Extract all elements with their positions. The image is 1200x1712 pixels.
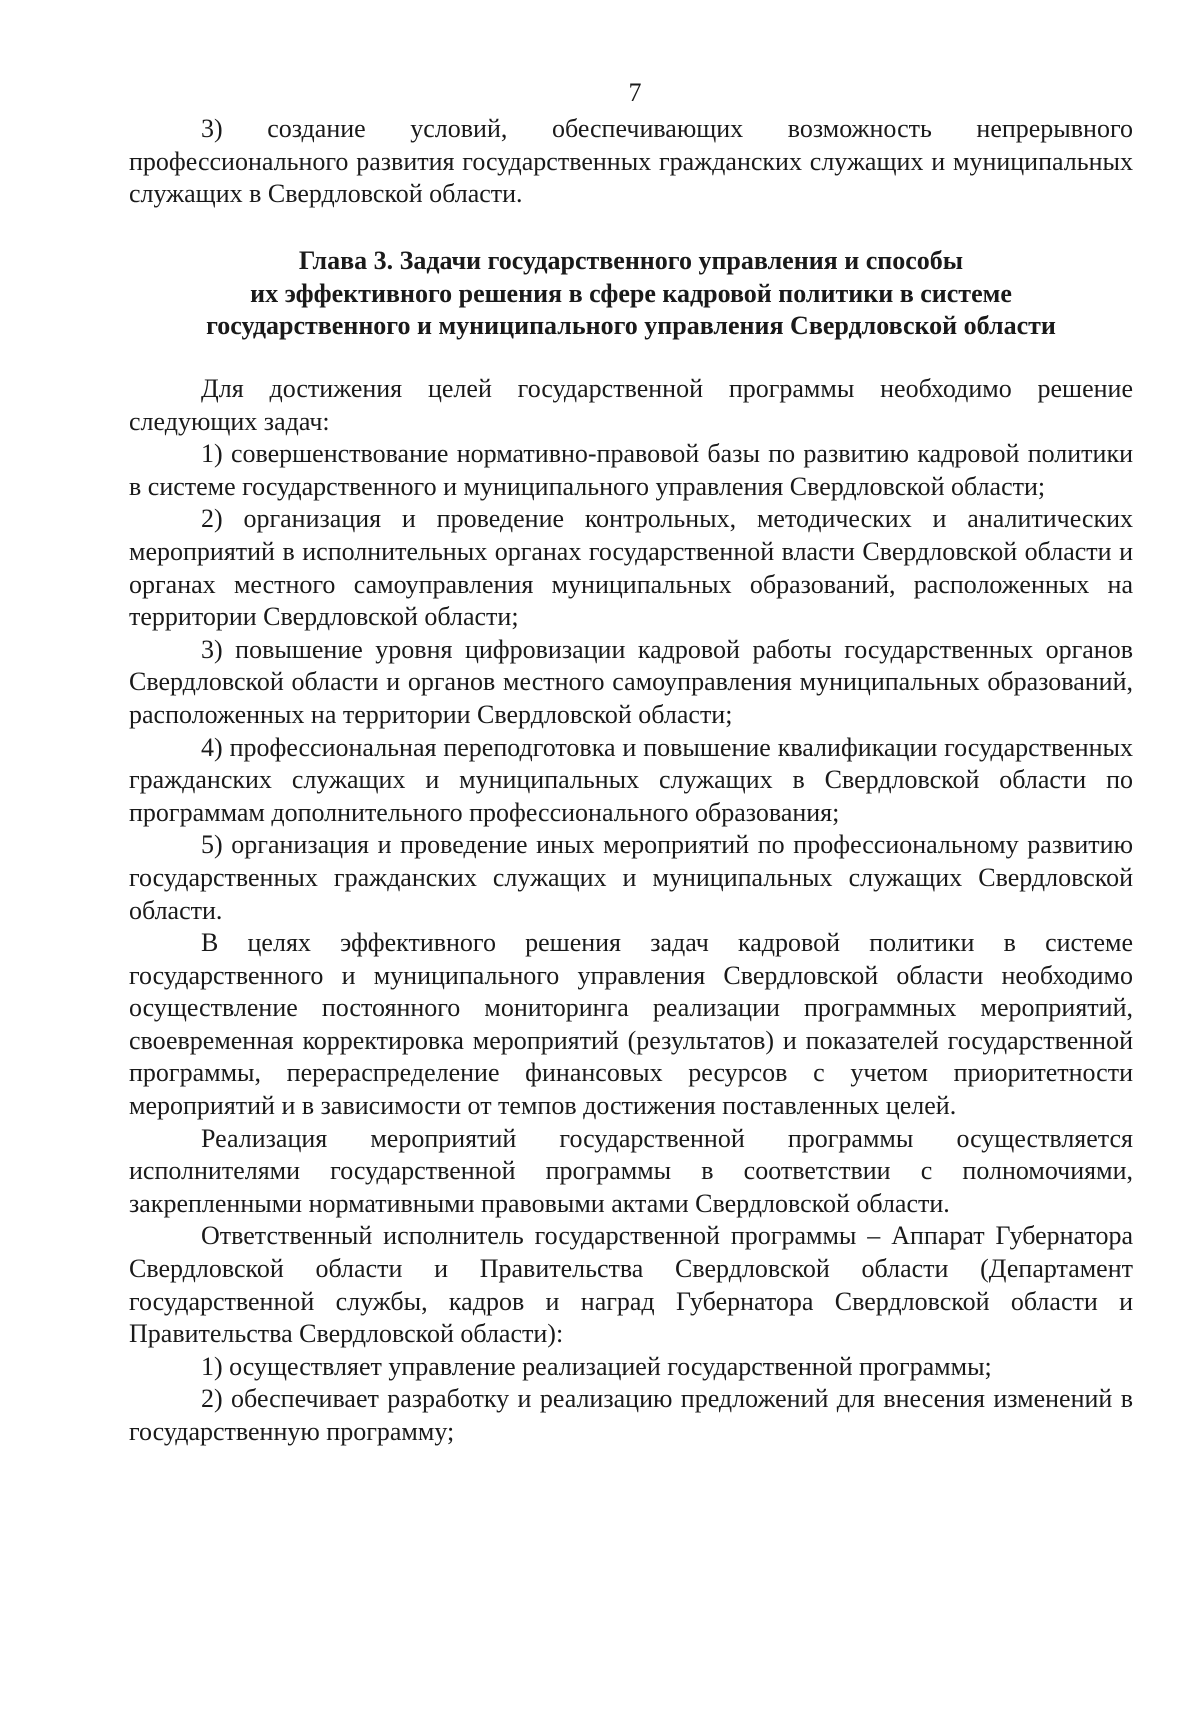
intro-block: [129, 113, 1133, 211]
chapter-heading-line: Глава 3. Задачи государственного управления и способы: [298, 246, 964, 275]
paragraph: Реализация мероприятий государственной программы осуществляется исполнителями государственной программы в соответствии с полномочиями, закрепленными нормативными правовыми актами Свердловской области.: [129, 1123, 1133, 1218]
paragraph: Ответственный исполнитель государственной программы – Аппарат Губернатора Свердловской области и Правительства Свердловской области (Департамент государственной службы, кадров и наград Губернатора Свердловской области и Правительства Свердловской области):: [129, 1221, 1133, 1349]
paragraph: В целях эффективного решения задач кадровой политики в системе государственного и муниципального управления Свердловской области необходимо осуществление постоянного мониторинга реализации программных мероприятий, своевременная корректировка мероприятий (результатов) и показателей государственной программы, перераспределение финансовых ресурсов с учетом приоритетности мероприятий и в зависимости от темпов достижения поставленных целей.: [129, 928, 1133, 1121]
chapter-body: [129, 373, 1133, 1449]
list-item: 1) совершенствование нормативно-правовой базы по развитию кадровой политики в системе государственного и муниципального управления Свердловской области;: [129, 439, 1133, 501]
list-item: 3) повышение уровня цифровизации кадровой работы государственных органов Свердловской области и органов местного самоуправления муниципальных образований, расположенных на территории Свердловской области;: [129, 634, 1133, 729]
chapter-heading-line: их эффективного решения в сфере кадровой политики в системе: [250, 278, 1012, 308]
paragraph: Для достижения целей государственной программы необходимо решение следующих задач:: [129, 374, 1133, 436]
page-number: 7: [628, 78, 642, 107]
list-item: 1) осуществляет управление реализацией государственной программы;: [201, 1351, 992, 1381]
list-item: 5) организация и проведение иных мероприятий по профессиональному развитию государственных гражданских служащих и муниципальных служащих Свердловской области.: [129, 830, 1133, 925]
list-item: 2) организация и проведение контрольных, методических и аналитических мероприятий в исполнительных органах государственной власти Свердловской области и органах местного самоуправления муниципальных образований, расположенных на территории Свердловской области;: [129, 504, 1133, 632]
list-item: 4) профессиональная переподготовка и повышение квалификации государственных гражданских служащих и муниципальных служащих в Свердловской области по программам дополнительного профессионального образования;: [129, 732, 1133, 827]
chapter-heading: [129, 245, 1133, 343]
paragraph: 3) создание условий, обеспечивающих возможность непрерывного профессионального развития государственных гражданских служащих и муниципальных служащих в Свердловской области.: [129, 114, 1133, 209]
list-item: 2) обеспечивает разработку и реализацию предложений для внесения изменений в государственную программу;: [129, 1384, 1133, 1446]
chapter-heading-line: государственного и муниципального управления Свердловской области: [206, 311, 1056, 341]
